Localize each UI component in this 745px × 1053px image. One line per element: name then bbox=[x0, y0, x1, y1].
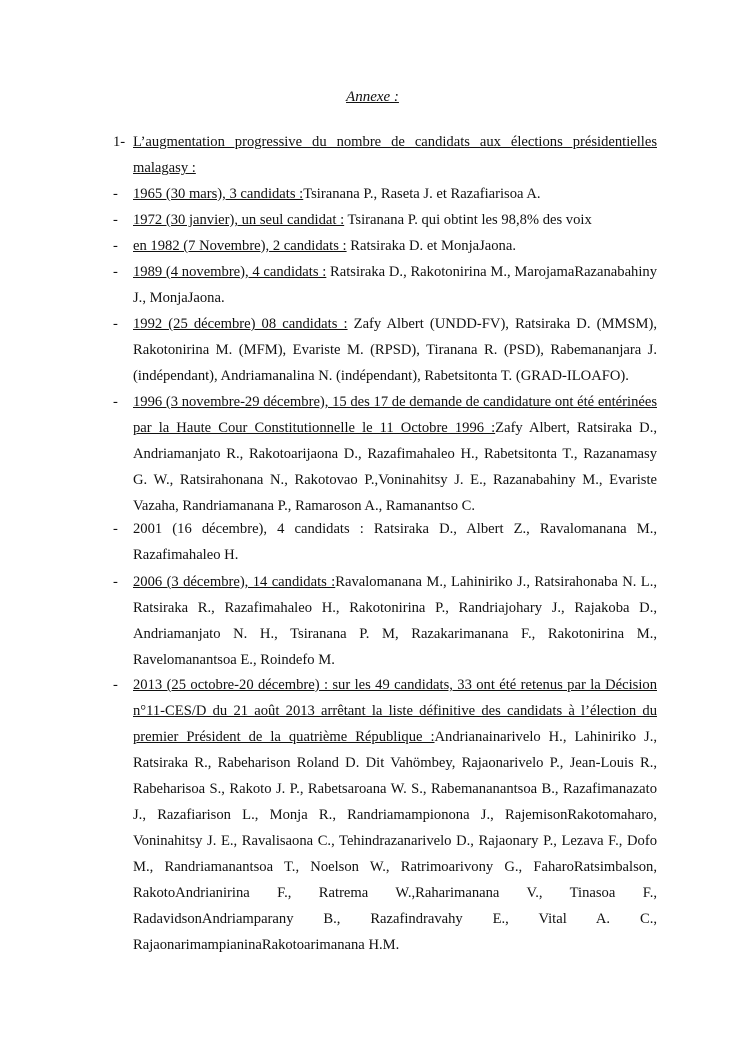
list-item bbox=[113, 129, 657, 181]
page-title: Annexe : bbox=[346, 89, 399, 105]
list-item bbox=[113, 311, 657, 389]
list-item-heading: 1996 (3 novembre-29 décembre), 15 des 17 de demande de candidature ont été entérinées par la Haute Cour Constitutionnelle le 11 Octobre 1996 : bbox=[133, 394, 657, 436]
list-item-heading: 1992 (25 décembre) 08 candidats : bbox=[133, 316, 348, 332]
list-item-text: Tsiranana P., Raseta J. et Razafiarisoa A. bbox=[303, 186, 541, 202]
list-item-text: Zafy Albert (UNDD-FV), Ratsiraka D. (MMSM), Rakotonirina M. (MFM), Evariste M. (RPSD), Tiranana R. (PSD), Rabemananjara J. (indépendant), Andriamanalina N. (indépendant), Rabetsitonta T. (GRAD-ILOAFO). bbox=[133, 316, 658, 384]
list-item bbox=[113, 569, 657, 673]
list-item-text: Ravalomanana M., Lahiniriko J., Ratsirahonaba N. L., Ratsiraka R., Razafimahaleo H., Rakotonirina P., Randriajohary J., Rajakoba D., Andriamanjato N. H., Tsiranana P. M, Razakarimanana F., Rakotonirina M., Ravelomanantsoa E., Roindefo M. bbox=[133, 574, 657, 668]
list-item-text: Tsiranana P. qui obtint les 98,8% des voix bbox=[344, 212, 592, 228]
list-item bbox=[113, 672, 657, 958]
list-bullet: - bbox=[113, 521, 118, 537]
list-item-heading: 1965 (30 mars), 3 candidats : bbox=[133, 186, 304, 202]
list-item-text: Andrianainarivelo H., Lahiniriko J., Ratsiraka R., Rabeharison Roland D. Dit Vahömbey, Rajaonarivelo P., Jean-Louis R., Rabeharisoa S., Rakoto J. P., Rabetsaroana W. S., Rabemananantsoa B., Razafimanazato J., Razafiarison L., Monja R., Randriamampionona J., RajemisonRakotomaharo, Voninahitsy J. E., Ravalisaona C., Tehindrazanarivelo D., Rajaonary P., Lezava F., Dofo M., Randriamanantsoa T., Noelson W., Ratrimoarivony G., FaharoRatsimbalson, RakotoAndrianirina F., Ratrema W.,Raharimanana V., Tinasoa F., RadavidsonAndriamparany B., Razafindravahy E., Vital A. C., RajaonarimampianinaRakotoarimanana H.M. bbox=[133, 729, 657, 953]
list-item bbox=[113, 259, 657, 311]
list-item-text: Zafy Albert, Ratsiraka D., Andriamanjato R., Rakotoarijaona D., Razafimahaleo H., Rabetsitonta T., Razanamasy G. W., Ratsirahonana N., Rakotovao P.,Voninahitsy J. E., Razanabahiny M., Evariste Vazaha, Randriamanana P., Ramaroson A., Ramanantso C. bbox=[133, 420, 657, 514]
list-item-text: 2001 (16 décembre), 4 candidats : Ratsiraka D., Albert Z., Ravalomanana M., Razafimahaleo H. bbox=[133, 521, 657, 563]
list-item bbox=[113, 181, 657, 207]
list-item bbox=[113, 207, 657, 233]
list-item-text: Ratsiraka D., Rakotonirina M., MarojamaRazanabahiny J., MonjaJaona. bbox=[133, 264, 657, 306]
list-item-heading: L’augmentation progressive du nombre de candidats aux élections présidentielles malagasy : bbox=[133, 134, 657, 176]
list-bullet: 1- bbox=[113, 134, 126, 150]
list-item-text: Ratsiraka D. et MonjaJaona. bbox=[346, 238, 516, 254]
list-bullet: - bbox=[113, 186, 118, 202]
list-bullet: - bbox=[113, 574, 118, 590]
list-item-heading: 1972 (30 janvier), un seul candidat : bbox=[133, 212, 345, 228]
list-bullet: - bbox=[113, 677, 118, 693]
list-item bbox=[113, 389, 657, 519]
list-item bbox=[113, 233, 657, 259]
list-bullet: - bbox=[113, 212, 118, 228]
list-bullet: - bbox=[113, 238, 118, 254]
list-item bbox=[113, 516, 657, 568]
list-bullet: - bbox=[113, 394, 118, 410]
list-item-heading: en 1982 (7 Novembre), 2 candidats : bbox=[133, 238, 347, 254]
list-bullet: - bbox=[113, 264, 118, 280]
list-item-heading: 1989 (4 novembre), 4 candidats : bbox=[133, 264, 327, 280]
list-item-heading: 2006 (3 décembre), 14 candidats : bbox=[133, 574, 336, 590]
list-item-heading: 2013 (25 octobre-20 décembre) : sur les 49 candidats, 33 ont été retenus par la Décision n°11-CES/D du 21 août 2013 arrêtant la liste définitive des candidats à l’élection du premier Président de la quatrième République : bbox=[133, 677, 657, 745]
list-bullet: - bbox=[113, 316, 118, 332]
